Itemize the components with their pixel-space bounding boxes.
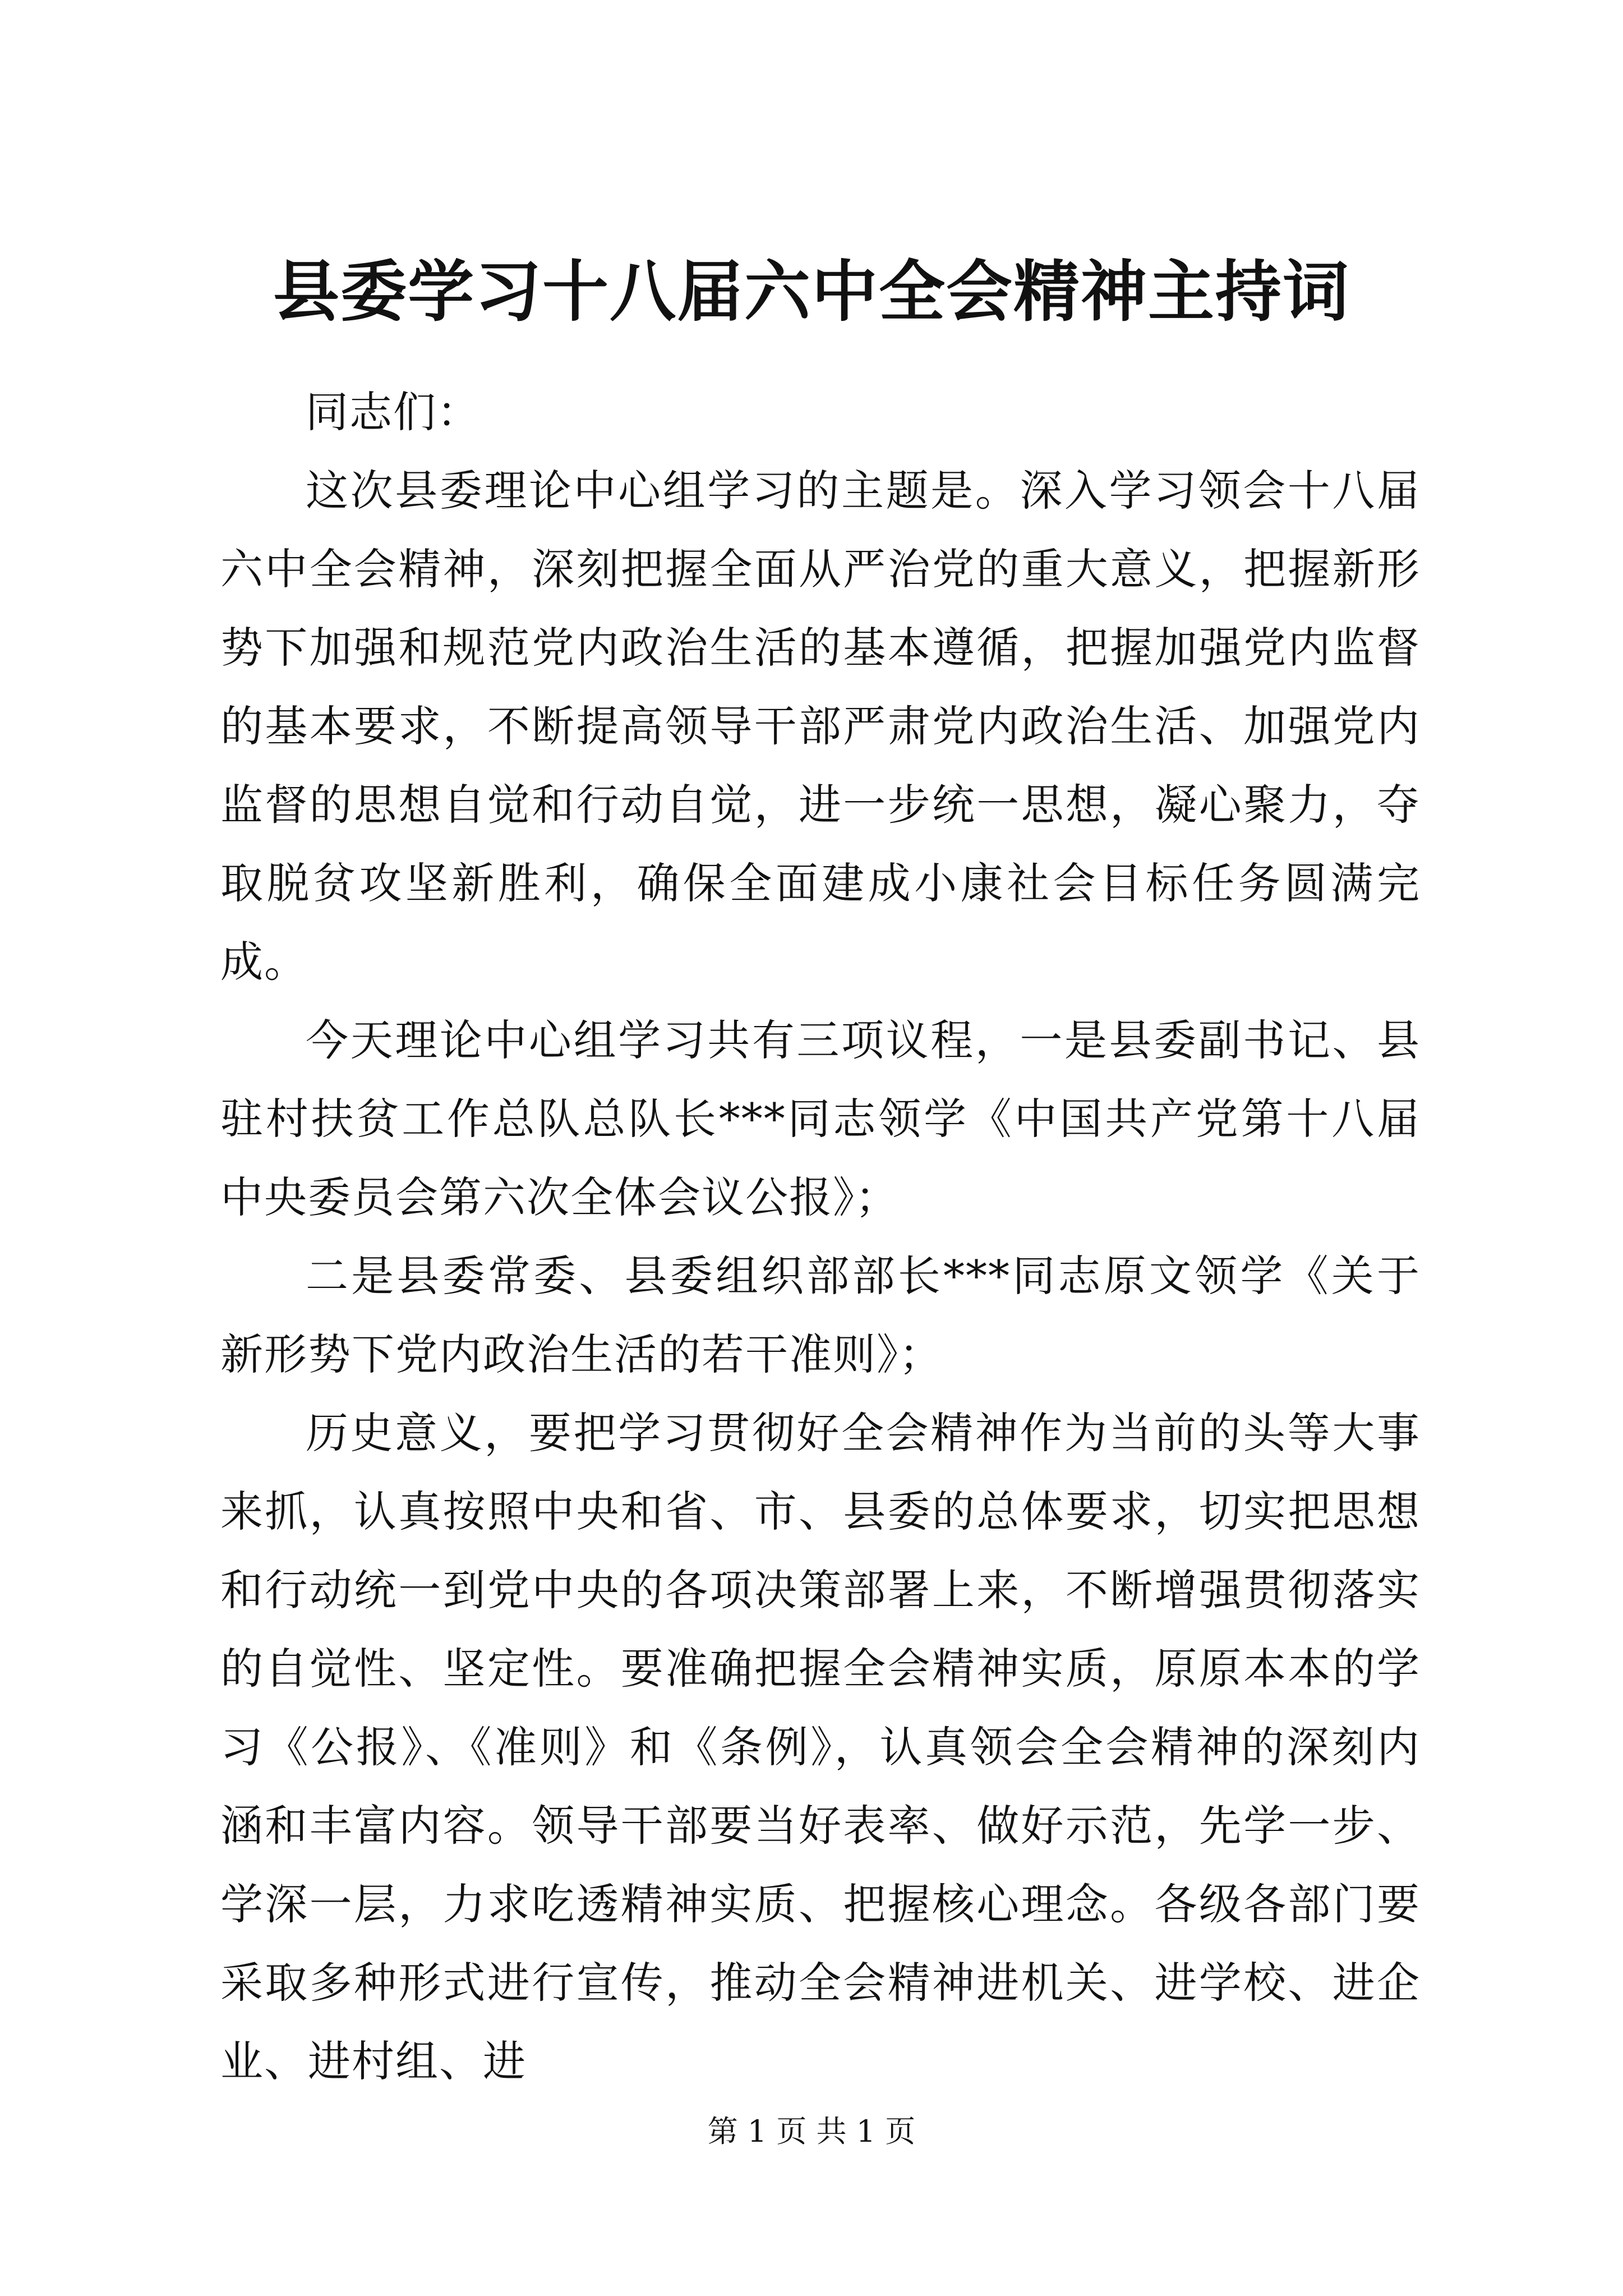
document-body <box>220 373 1421 2101</box>
body-paragraph: 历史意义，要把学习贯彻好全会精神作为当前的头等大事来抓，认真按照中央和省、市、县委的总体要求，切实把思想和行动统一到党中央的各项决策部署上来，不断增强贯彻落实的自觉性、坚定性。要准确把握全会精神实质，原原本本的学习《公报》、《准则》和《条例》，认真领会全会精神的深刻内涵和丰富内容。领导干部要当好表率、做好示范，先学一步、学深一层，力求吃透精神实质、把握核心理念。各级各部门要采取多种形式进行宣传，推动全会精神进机关、进学校、进企业、进村组、进 <box>220 1408 1421 2086</box>
salutation-paragraph: 同志们： <box>306 387 481 437</box>
page-footer: 第 1 页 共 1 页 <box>707 2114 916 2149</box>
body-paragraph: 二是县委常委、县委组织部部长***同志原文领学《关于新形势下党内政治生活的若干准则》； <box>220 1251 1421 1379</box>
document-title: 县委学习十八届六中全会精神主持词 <box>273 252 1350 330</box>
body-paragraph: 这次县委理论中心组学习的主题是。深入学习领会十八届六中全会精神，深刻把握全面从严治党的重大意义，把握新形势下加强和规范党内政治生活的基本遵循，把握加强党内监督的基本要求，不断提高领导干部严肃党内政治生活、加强党内监督的思想自觉和行动自觉，进一步统一思想，凝心聚力，夺取脱贫攻坚新胜利，确保全面建成小康社会目标任务圆满完成。 <box>220 466 1421 987</box>
body-paragraph: 今天理论中心组学习共有三项议程，一是县委副书记、县驻村扶贫工作总队总队长***同志领学《中国共产党第十八届中央委员会第六次全体会议公报》； <box>220 1015 1421 1222</box>
